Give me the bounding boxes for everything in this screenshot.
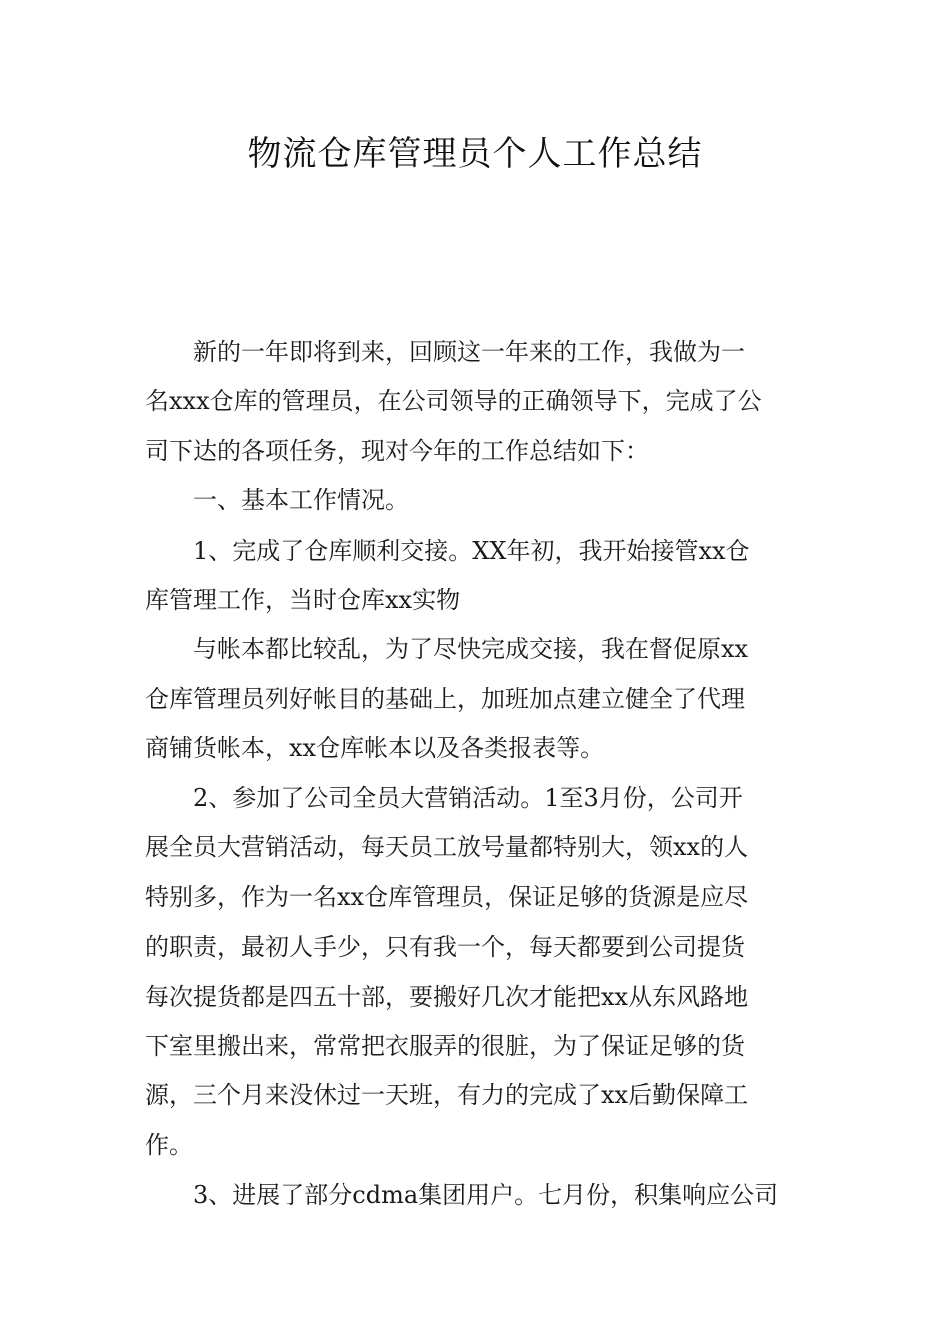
body-line: 作。 <box>145 1131 193 1159</box>
body-line: 新的一年即将到来，回顾这一年来的工作，我做为一 <box>145 338 745 366</box>
body-line: 与帐本都比较乱，为了尽快完成交接，我在督促原xx <box>145 635 749 663</box>
body-line: 的职责，最初人手少，只有我一个，每天都要到公司提货 <box>145 933 745 961</box>
document-title: 物流仓库管理员个人工作总结 <box>247 134 703 174</box>
body-line: 源，三个月来没休过一天班，有力的完成了xx后勤保障工 <box>145 1081 749 1109</box>
body-line: 仓库管理员列好帐目的基础上，加班加点建立健全了代理 <box>145 685 745 713</box>
body-line: 特别多，作为一名xx仓库管理员，保证足够的货源是应尽 <box>145 883 749 911</box>
body-line: 司下达的各项任务，现对今年的工作总结如下： <box>145 437 649 465</box>
body-line: 库管理工作，当时仓库xx实物 <box>145 586 461 614</box>
body-line: 名xxx仓库的管理员，在公司领导的正确领导下，完成了公 <box>145 387 762 415</box>
body-line: 商铺货帐本，xx仓库帐本以及各类报表等。 <box>145 734 605 762</box>
body-line: 2、参加了公司全员大营销活动。1至3月份，公司开 <box>145 784 743 812</box>
body-line: 每次提货都是四五十部，要搬好几次才能把xx从东风路地 <box>145 983 749 1011</box>
body-line: 下室里搬出来，常常把衣服弄的很脏，为了保证足够的货 <box>145 1032 745 1060</box>
body-line: 3、进展了部分cdma集团用户。七月份，积集响应公司 <box>145 1181 779 1209</box>
body-line: 1、完成了仓库顺利交接。XX年初，我开始接管xx仓 <box>145 537 750 565</box>
section-heading: 一、基本工作情况。 <box>145 486 409 514</box>
body-line: 展全员大营销活动，每天员工放号量都特别大，领xx的人 <box>145 833 749 861</box>
